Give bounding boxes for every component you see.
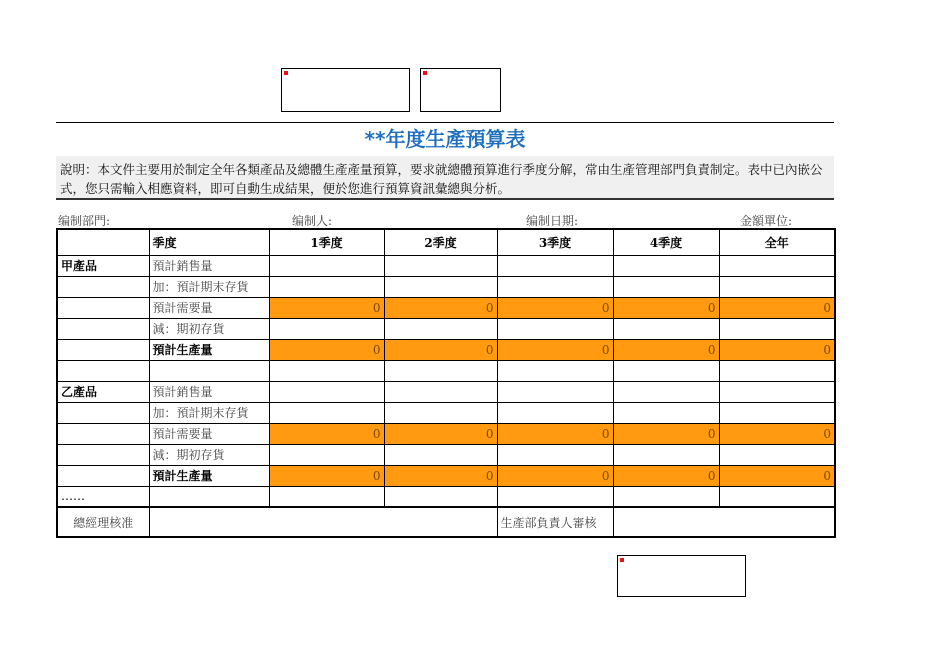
row-label[interactable]: 預計銷售量 (149, 381, 269, 402)
gm-approval-label[interactable]: 總經理核准 (57, 507, 149, 537)
cell[interactable] (269, 276, 384, 297)
page-title: **年度生產預算表 (364, 127, 526, 151)
row-label[interactable]: 預計銷售量 (149, 255, 269, 276)
cell[interactable] (719, 381, 835, 402)
cell[interactable] (57, 465, 149, 486)
row-label[interactable]: 預計需要量 (149, 297, 269, 318)
header-blank-cell[interactable] (57, 229, 149, 255)
header-q4[interactable]: 4季度 (613, 229, 719, 255)
product-a-label[interactable]: 甲產品 (57, 255, 149, 276)
value-cell[interactable]: 0 (384, 465, 497, 486)
cell[interactable] (269, 402, 384, 423)
cell[interactable] (57, 339, 149, 360)
cell[interactable] (57, 444, 149, 465)
row-label[interactable]: 預計生產量 (149, 339, 269, 360)
production-review-label[interactable]: 生產部負責人審核 (497, 507, 613, 537)
header-q3[interactable]: 3季度 (497, 229, 613, 255)
cell[interactable] (719, 402, 835, 423)
value-cell[interactable]: 0 (384, 297, 497, 318)
cell[interactable] (497, 486, 613, 507)
cell[interactable] (613, 402, 719, 423)
cell[interactable] (384, 360, 497, 381)
value-cell[interactable]: 0 (719, 423, 835, 444)
cell[interactable] (719, 444, 835, 465)
value-cell[interactable]: 0 (269, 339, 384, 360)
table-header-row (57, 229, 835, 255)
comment-box-2[interactable] (420, 68, 501, 112)
cell[interactable] (613, 444, 719, 465)
gm-approval-field[interactable] (149, 507, 497, 537)
cell[interactable] (269, 255, 384, 276)
description: 說明：本文件主要用於制定全年各類產品及總體生產產量預算，要求就總體預算進行季度分解，常由生產管理部門負責制定。表中已內嵌公式，您只需輸入相應資料，即可自動生成結果，便於您進行預算資訊彙總與分析。 (56, 156, 834, 200)
cell[interactable] (497, 276, 613, 297)
table-row (57, 486, 835, 507)
value-cell[interactable]: 0 (497, 465, 613, 486)
table-row (57, 339, 835, 360)
header-full-year[interactable]: 全年 (719, 229, 835, 255)
cell[interactable] (149, 486, 269, 507)
cell[interactable] (497, 381, 613, 402)
header-q1[interactable]: 1季度 (269, 229, 384, 255)
cell[interactable] (384, 444, 497, 465)
cell[interactable] (613, 381, 719, 402)
top-rule (56, 122, 834, 123)
ellipsis-cell[interactable]: …… (57, 486, 149, 507)
cell[interactable] (613, 276, 719, 297)
cell[interactable] (497, 318, 613, 339)
table-row (57, 402, 835, 423)
cell[interactable] (57, 297, 149, 318)
budget-table (56, 228, 836, 538)
row-label[interactable]: 減：期初存貨 (149, 444, 269, 465)
cell[interactable] (613, 486, 719, 507)
meta-preparer: 编制人: (292, 214, 333, 228)
value-cell[interactable]: 0 (613, 423, 719, 444)
cell[interactable] (719, 486, 835, 507)
table-row (57, 276, 835, 297)
cell[interactable] (384, 255, 497, 276)
comment-box-3[interactable] (617, 555, 746, 597)
row-label[interactable]: 加：預計期末存貨 (149, 402, 269, 423)
row-label[interactable]: 預計生產量 (149, 465, 269, 486)
cell[interactable] (57, 276, 149, 297)
cell[interactable] (497, 360, 613, 381)
value-cell[interactable]: 0 (719, 297, 835, 318)
cell[interactable] (719, 276, 835, 297)
cell[interactable] (269, 381, 384, 402)
cell[interactable] (269, 444, 384, 465)
comment-marker-icon (620, 558, 624, 562)
cell[interactable] (384, 402, 497, 423)
cell[interactable] (613, 318, 719, 339)
table-row (57, 318, 835, 339)
cell[interactable] (57, 402, 149, 423)
production-review-field[interactable] (613, 507, 835, 537)
cell[interactable] (497, 402, 613, 423)
value-cell[interactable]: 0 (719, 339, 835, 360)
value-cell[interactable]: 0 (269, 297, 384, 318)
row-label[interactable]: 加：預計期末存貨 (149, 276, 269, 297)
header-quarter-label[interactable]: 季度 (149, 229, 269, 255)
value-cell[interactable]: 0 (269, 423, 384, 444)
product-b-label[interactable]: 乙產品 (57, 381, 149, 402)
table-row (57, 381, 835, 402)
cell[interactable] (384, 381, 497, 402)
table-row (57, 465, 835, 486)
cell[interactable] (719, 255, 835, 276)
value-cell[interactable]: 0 (497, 339, 613, 360)
cell[interactable] (269, 486, 384, 507)
cell[interactable] (57, 423, 149, 444)
meta-unit: 金額單位: (740, 214, 793, 228)
cell[interactable] (384, 318, 497, 339)
value-cell[interactable]: 0 (269, 465, 384, 486)
table-row (57, 255, 835, 276)
table-row (57, 423, 835, 444)
header-q2[interactable]: 2季度 (384, 229, 497, 255)
row-label[interactable]: 預計需要量 (149, 423, 269, 444)
value-cell[interactable]: 0 (384, 339, 497, 360)
value-cell[interactable]: 0 (497, 423, 613, 444)
cell[interactable] (149, 360, 269, 381)
approval-row (57, 507, 835, 537)
comment-box-1[interactable] (281, 68, 410, 112)
comment-marker-icon (284, 71, 288, 75)
cell[interactable] (613, 255, 719, 276)
meta-department: 编制部門: (58, 214, 111, 228)
value-cell[interactable]: 0 (613, 297, 719, 318)
meta-date: 编制日期: (526, 214, 579, 228)
value-cell[interactable]: 0 (384, 423, 497, 444)
value-cell[interactable]: 0 (719, 465, 835, 486)
cell[interactable] (719, 360, 835, 381)
cell[interactable] (269, 360, 384, 381)
cell[interactable] (384, 486, 497, 507)
comment-marker-icon (423, 71, 427, 75)
cell[interactable] (613, 360, 719, 381)
cell[interactable] (57, 318, 149, 339)
row-label[interactable]: 減：期初存貨 (149, 318, 269, 339)
value-cell[interactable]: 0 (613, 465, 719, 486)
table-row (57, 297, 835, 318)
cell[interactable] (384, 276, 497, 297)
table-row (57, 444, 835, 465)
value-cell[interactable]: 0 (613, 339, 719, 360)
cell[interactable] (497, 255, 613, 276)
value-cell[interactable]: 0 (497, 297, 613, 318)
table-row (57, 360, 835, 381)
cell[interactable] (497, 444, 613, 465)
cell[interactable] (719, 318, 835, 339)
cell[interactable] (269, 318, 384, 339)
cell[interactable] (57, 360, 149, 381)
